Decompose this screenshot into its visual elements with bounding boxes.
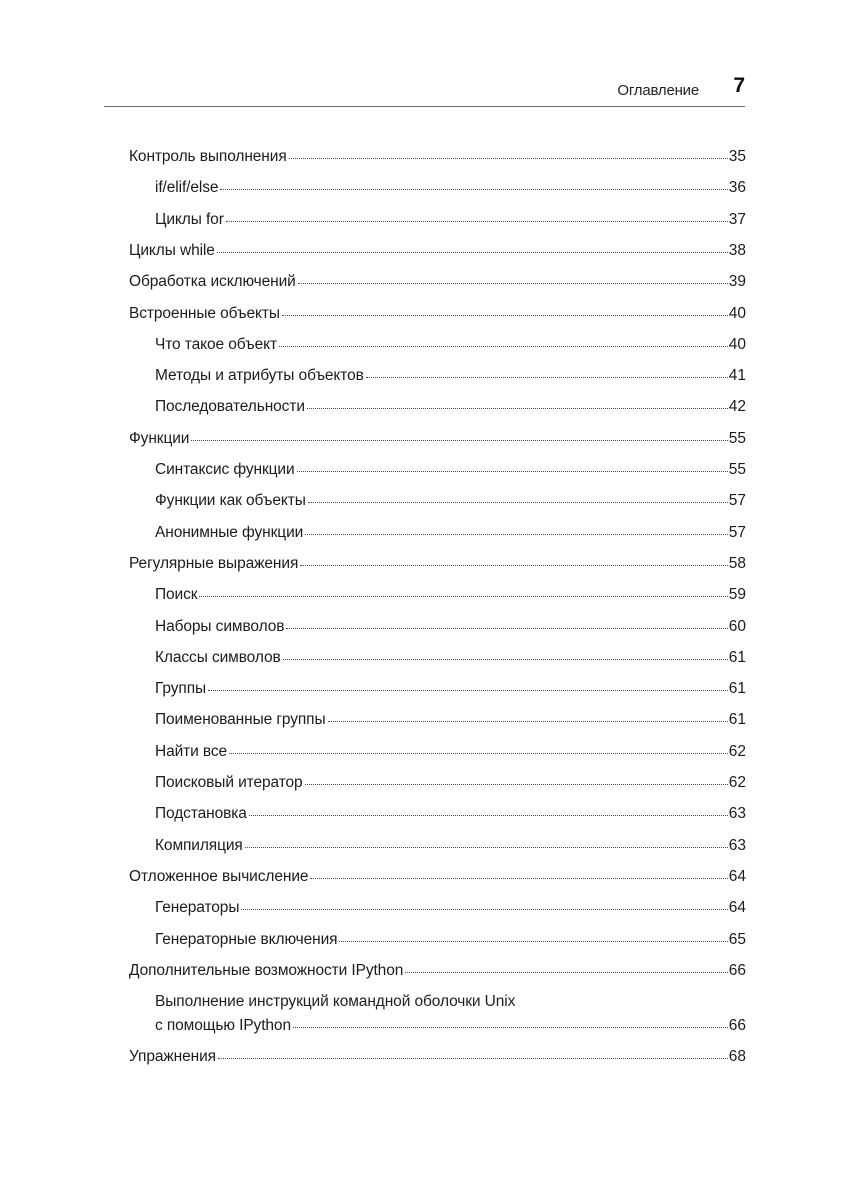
toc-entry-title: Синтаксис функции	[155, 461, 295, 478]
toc-subsection-entry[interactable]	[155, 209, 746, 231]
toc-subsection-entry[interactable]	[155, 396, 746, 418]
dot-leader	[289, 153, 728, 159]
toc-entry-title: Функции	[129, 429, 190, 447]
toc-subsection-entry[interactable]	[155, 929, 746, 951]
toc-entry-title: Поисковый итератор	[155, 774, 303, 791]
toc-entry-page: 57	[728, 523, 746, 541]
toc-entry-page: 64	[728, 899, 746, 917]
toc-entry-title: Регулярные выражения	[129, 554, 299, 572]
toc-entry-page: 42	[728, 398, 746, 416]
toc-entry-title: Поименованные группы	[155, 711, 326, 729]
running-header	[104, 70, 745, 107]
toc-entry-page: 57	[728, 492, 746, 510]
toc-entry-title: Компиляция	[155, 836, 243, 854]
toc-entry-title: Упражнения	[129, 1048, 216, 1066]
toc-subsection-entry[interactable]	[155, 1015, 746, 1037]
toc-entry-page: 36	[728, 179, 746, 197]
toc-section-entry[interactable]	[129, 1046, 746, 1068]
toc-entry-page: 62	[728, 742, 746, 760]
toc-entry-title-line1: Выполнение инструкций командной оболочки Unix	[155, 993, 516, 1011]
dot-leader	[298, 278, 728, 284]
toc-entry-page: 66	[728, 1017, 746, 1035]
toc-subsection-entry[interactable]	[155, 334, 746, 356]
toc-entry-title: Что такое объект	[155, 335, 277, 353]
toc-entry-page: 41	[728, 367, 746, 385]
toc-entry-page: 66	[728, 961, 746, 979]
toc-entry-title: Циклы for	[155, 210, 224, 228]
toc-entry-title: Генераторы	[155, 899, 240, 917]
toc-entry-title: Наборы символов	[155, 617, 285, 635]
toc-entry-title: Дополнительные возможности IPython	[129, 961, 404, 979]
dot-leader	[199, 591, 727, 597]
toc-entry-page: 60	[728, 617, 746, 635]
toc-entry-page: 61	[728, 680, 746, 698]
toc-subsection-entry[interactable]	[155, 365, 746, 387]
toc-section-entry[interactable]	[129, 960, 746, 982]
toc-section-entry[interactable]	[129, 428, 746, 450]
dot-leader	[300, 560, 728, 566]
dot-leader	[308, 497, 728, 503]
dot-leader	[305, 779, 728, 785]
dot-leader	[229, 748, 728, 754]
toc-entry-page: 68	[728, 1048, 746, 1066]
dot-leader	[286, 623, 727, 629]
toc-section-entry[interactable]	[129, 271, 746, 293]
toc-subsection-entry[interactable]	[155, 459, 746, 481]
toc-entry-title: Последовательности	[155, 398, 305, 416]
toc-section-entry[interactable]	[129, 553, 746, 575]
dot-leader	[218, 1053, 728, 1059]
toc-entry-page: 58	[728, 554, 746, 572]
toc-entry-title: Поиск	[155, 586, 198, 604]
page-number: 7	[733, 74, 745, 97]
dot-leader	[310, 873, 727, 879]
toc-entry-page: 63	[728, 805, 746, 823]
toc-entry-page: 35	[728, 148, 746, 165]
dot-leader	[241, 904, 727, 910]
toc-entry-page: 55	[728, 429, 746, 447]
dot-leader	[245, 842, 728, 848]
toc-entry-title: Циклы while	[129, 241, 215, 259]
dot-leader	[220, 184, 727, 190]
toc-entry-title: с помощью IPython	[155, 1017, 291, 1035]
toc-entry-title: Подстановка	[155, 805, 247, 823]
toc-subsection-entry[interactable]	[155, 177, 746, 199]
toc-entry-title: Группы	[155, 680, 207, 698]
toc-section-entry[interactable]	[129, 240, 746, 262]
toc-entry-page: 61	[728, 711, 746, 729]
toc-entry-title: Встроенные объекты	[129, 304, 280, 322]
toc-entry-title: Отложенное вычисление	[129, 867, 309, 885]
dot-leader	[279, 341, 728, 347]
toc-subsection-entry[interactable]	[155, 647, 746, 669]
toc-section-entry[interactable]	[129, 866, 746, 888]
dot-leader	[405, 967, 728, 973]
toc-entry-title: Функции как объекты	[155, 492, 306, 510]
toc-subsection-entry[interactable]	[155, 897, 746, 919]
dot-leader	[283, 654, 728, 660]
dot-leader	[217, 247, 728, 253]
toc-entry-page: 37	[728, 210, 746, 228]
toc-entry-title: Анонимные функции	[155, 523, 304, 541]
toc-entry-page: 65	[728, 930, 746, 948]
toc-subsection-entry[interactable]	[155, 522, 746, 544]
dot-leader	[208, 685, 728, 691]
toc-section-entry[interactable]	[129, 303, 746, 325]
dot-leader	[297, 466, 728, 472]
dot-leader	[366, 372, 728, 378]
toc-entry-title: Контроль выполнения	[129, 148, 287, 165]
dot-leader	[339, 936, 727, 942]
toc-subsection-entry[interactable]	[155, 772, 746, 794]
dot-leader	[328, 716, 728, 722]
toc-subsection-entry[interactable]	[155, 584, 746, 606]
dot-leader	[282, 310, 728, 316]
toc-entry-page: 40	[728, 304, 746, 322]
toc-entry-title: Классы символов	[155, 648, 281, 666]
toc-entry-title: Обработка исключений	[129, 273, 296, 291]
toc-entry-page: 55	[728, 461, 746, 478]
toc-entry-page: 62	[728, 774, 746, 791]
toc-entry-page: 61	[728, 648, 746, 666]
toc-entry-page: 63	[728, 836, 746, 854]
toc-entry-title: Методы и атрибуты объектов	[155, 367, 364, 385]
toc-subsection-entry[interactable]	[155, 616, 746, 638]
toc-entry-title: if/elif/else	[155, 179, 219, 197]
toc-section-entry[interactable]	[129, 146, 746, 168]
toc-entry-title: Генераторные включения	[155, 930, 338, 948]
toc-entry-page: 38	[728, 241, 746, 259]
toc-subsection-entry[interactable]	[155, 803, 746, 825]
toc-subsection-entry[interactable]	[155, 835, 746, 857]
dot-leader	[226, 216, 728, 222]
toc-entry-page: 59	[728, 586, 746, 604]
toc-entry-page: 40	[728, 335, 746, 353]
dot-leader	[191, 435, 727, 441]
toc-entry-page: 64	[728, 867, 746, 885]
toc-subsection-entry[interactable]	[155, 490, 746, 512]
header-title: Оглавление	[617, 82, 699, 99]
dot-leader	[249, 810, 728, 816]
dot-leader	[307, 403, 728, 409]
toc-subsection-entry[interactable]	[155, 678, 746, 700]
toc-entry-title: Найти все	[155, 742, 228, 760]
toc-subsection-entry[interactable]	[155, 709, 746, 731]
dot-leader	[293, 1022, 728, 1028]
dot-leader	[305, 529, 728, 535]
toc-subsection-entry[interactable]	[155, 741, 746, 763]
toc-entry-page: 39	[728, 273, 746, 291]
